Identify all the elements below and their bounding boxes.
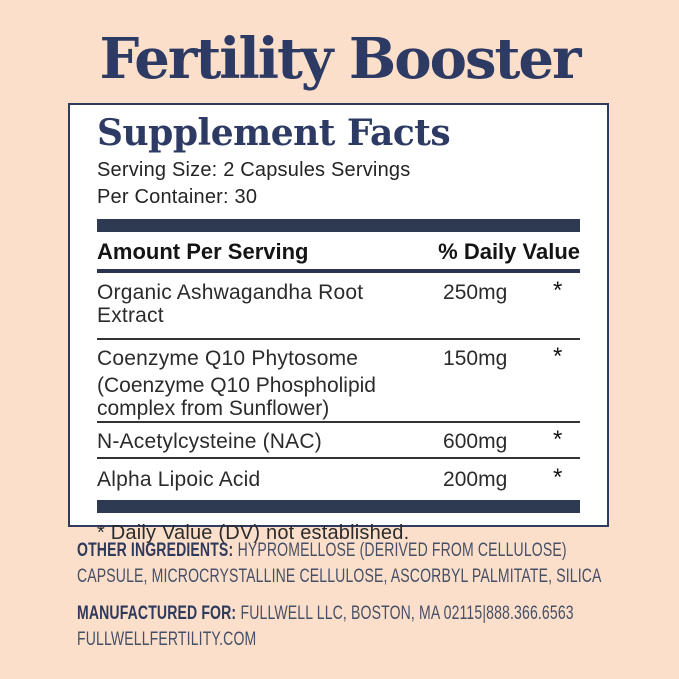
supplement-facts-panel [68,103,609,544]
ingredient-dv-asterisk: * [552,277,563,304]
website-url: FULLWELLFERTILITY.COM [77,628,257,650]
table-row [97,273,580,340]
divider-bar-top [97,219,580,232]
manufactured-for-text: FULLWELL LLC, BOSTON, MA 02115|888.366.6563 [240,602,574,624]
divider-bar-bottom [97,500,580,513]
other-ingredients-line1 [77,537,567,563]
manufactured-for-label: MANUFACTURED FOR: [77,602,237,624]
table-row [97,423,580,459]
ingredient-dv-asterisk: * [552,343,563,370]
daily-value-header: % Daily Value [438,239,580,264]
ingredient-amount: 250mg [443,281,508,304]
ingredient-name: Alpha Lipoic Acid [97,468,261,491]
ingredient-amount: 150mg [443,347,508,370]
table-header [97,232,580,273]
ingredient-name: Coenzyme Q10 Phytosome [97,347,359,370]
ingredient-amount: 600mg [443,430,508,453]
product-title: Fertility Booster [99,26,580,92]
table-row [97,459,580,500]
per-container-line: Per Container: 30 [97,186,258,208]
ingredient-subtext: (Coenzyme Q10 Phospholipid complex from Sunflower) [97,374,376,420]
table-row [97,340,580,370]
ingredient-dv-asterisk: * [552,426,563,453]
other-ingredients-label: OTHER INGREDIENTS: [77,539,234,561]
ingredient-amount: 200mg [443,468,508,491]
table-row-group [97,340,580,423]
supplement-facts-heading: Supplement Facts [97,112,451,154]
amount-per-serving-header: Amount Per Serving [97,239,309,264]
other-ingredients-line2: CAPSULE, MICROCRYSTALLINE CELLULOSE, ASCORBYL PALMITATE, SILICA [77,565,602,587]
other-ingredients-text1: HYPROMELLOSE (DERIVED FROM CELLULOSE) [237,539,567,561]
ingredient-name: N-Acetylcysteine (NAC) [97,430,322,453]
ingredient-name: Organic Ashwagandha Root Extract [97,281,364,327]
manufactured-for-line [77,600,574,626]
serving-size-line: Serving Size: 2 Capsules Servings [97,159,411,181]
daily-value-footnote: * Daily Value (DV) not established. [97,522,410,544]
ingredient-dv-asterisk: * [552,464,563,491]
label-footer [77,537,667,652]
